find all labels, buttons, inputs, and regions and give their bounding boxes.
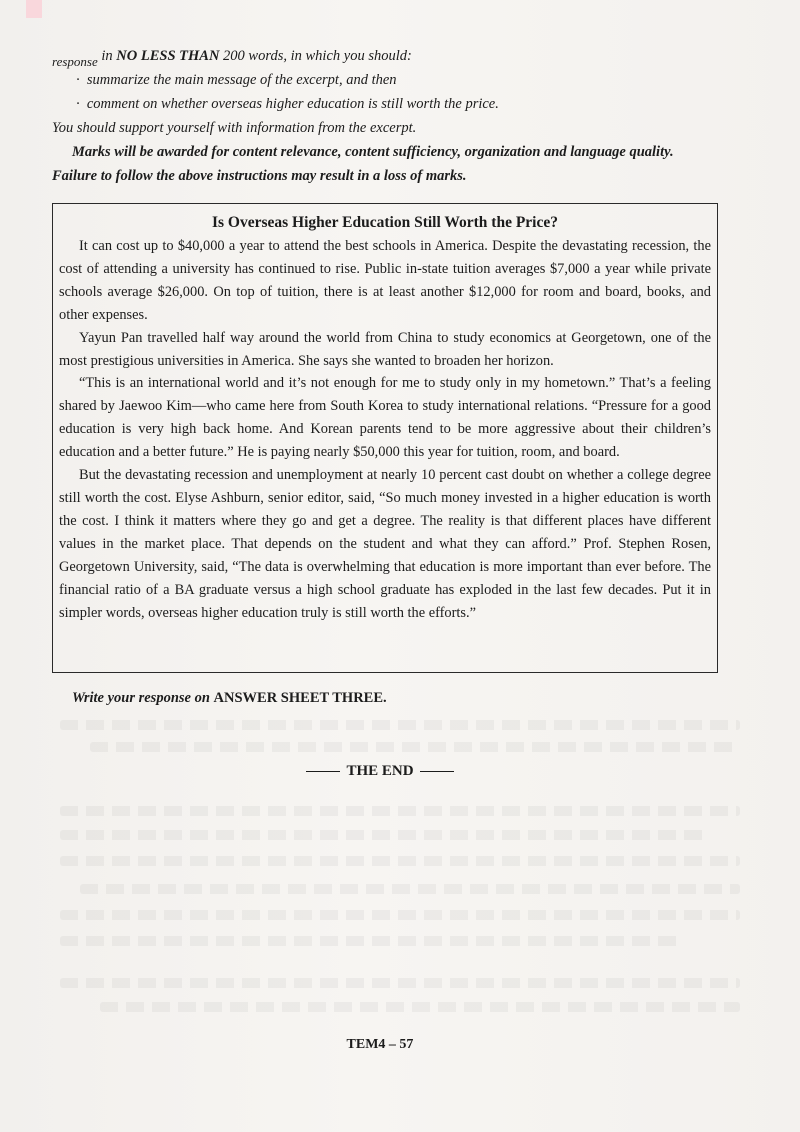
instruction-marks: Marks will be awarded for content relevance, content sufficiency, organization and language quality. [72,144,674,160]
instructions [52,44,740,188]
answer-sheet-note: Write your response on ANSWER SHEET THREE. [72,690,387,706]
show-through [100,1002,740,1012]
bullet-dot: · [76,96,80,112]
show-through [60,936,680,946]
instruction-bullet-1: · summarize the main message of the excerpt, and then [76,72,397,88]
instruction-support: You should support yourself with information from the excerpt. [52,120,417,136]
show-through [90,742,740,752]
show-through [60,910,740,920]
excerpt-paragraph: “This is an international world and it’s not enough for me to study only in my hometown.” That’s a feeling shared by Jaewoo Kim—who came here from South Korea to study international relations. “Pressure for a good education is very high back home. And Korean parents tend to be more aggressive about their children’s education and a better future.” He is paying nearly $50,000 this year for tuition, room, and board. [59,375,711,461]
excerpt-box [52,203,718,673]
show-through [80,884,740,894]
instruction-line-1: response in NO LESS THAN 200 words, in which you should: [52,48,412,69]
end-dash-right [420,771,454,772]
end-marker: THE END [0,763,760,780]
show-through [60,978,740,988]
bullet-dot: · [76,72,80,88]
instruction-bullet-2: · comment on whether overseas higher education is still worth the price. [76,96,499,112]
instruction-lead-word: response [52,54,98,69]
instruction-failure: Failure to follow the above instructions may result in a loss of marks. [52,168,467,184]
answer-sheet-name: ANSWER SHEET THREE. [213,690,387,706]
excerpt-title: Is Overseas Higher Education Still Worth the Price? [211,214,558,231]
excerpt-paragraph: Yayun Pan travelled half way around the world from China to study economics at Georgetown, one of the most prestigious universities in America. She says she wanted to broaden her horizon. [59,329,711,369]
excerpt-paragraph: It can cost up to $40,000 a year to attend the best schools in America. Despite the devastating recession, the cost of attending a university has continued to rise. Public in-state tuition averages $7,000 a year while private schools average $26,000. On top of tuition, there is at least another $12,000 for room and board, books, and other expenses. [59,238,711,323]
show-through [60,806,740,816]
show-through [60,856,740,866]
page-corner-mark [26,0,42,18]
word-limit: NO LESS THAN [116,48,220,64]
end-dash-left [306,771,340,772]
show-through [60,830,710,840]
page-number: TEM4 – 57 [346,1037,414,1052]
show-through [60,720,740,730]
excerpt-paragraph: But the devastating recession and unemployment at nearly 10 percent cast doubt on whether a college degree still worth the cost. Elyse Ashburn, senior editor, said, “So much money invested in a higher education is worth the cost. I think it matters where they go and get a degree. The reality is that different places have different values in the market place. That depends on the student and what they can afford.” Prof. Stephen Rosen, Georgetown University, said, “The data is overwhelming that education is more important than ever before. The financial ratio of a BA graduate versus a high school graduate has exploded in the last few decades. Put it in simpler words, overseas higher education truly is still worth the efforts.” [59,467,711,621]
